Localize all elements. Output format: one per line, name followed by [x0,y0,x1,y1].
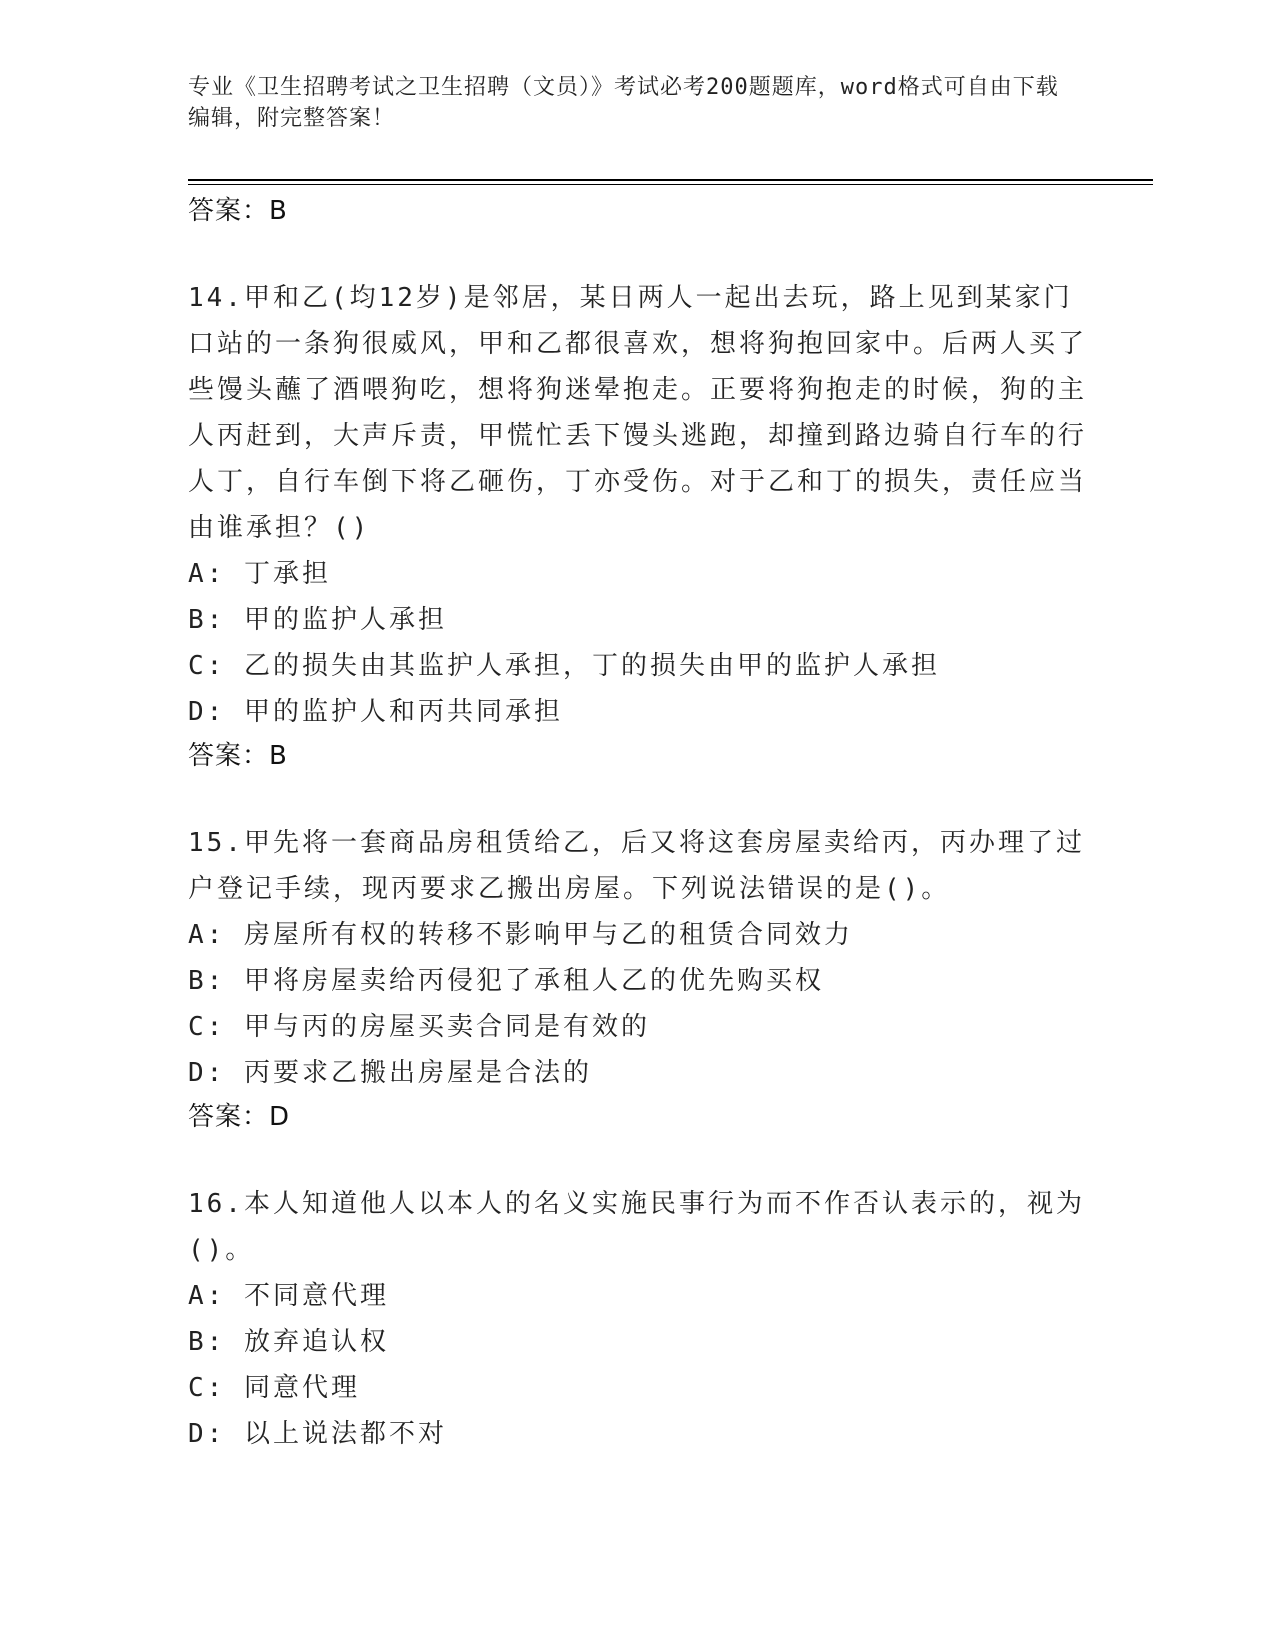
option-d: D: 丙要求乙搬出房屋是合法的 [188,1058,592,1088]
spacer [188,232,1088,275]
header-rule-thin [188,184,1153,185]
option-a: A: 丁承担 [188,559,331,589]
option-b: B: 放弃追认权 [188,1327,389,1357]
document-content [188,190,1088,1457]
option-d: D: 甲的监护人和丙共同承担 [188,697,563,727]
question-16 [188,1181,1088,1457]
option-a: A: 不同意代理 [188,1281,389,1311]
option-a: A: 房屋所有权的转移不影响甲与乙的租赁合同效力 [188,920,853,950]
option-c: C: 甲与丙的房屋买卖合同是有效的 [188,1012,650,1042]
option-c: C: 乙的损失由其监护人承担，丁的损失由甲的监护人承担 [188,651,940,681]
question-15 [188,820,1088,1138]
spacer [188,1138,1088,1181]
document-header: 专业《卫生招聘考试之卫生招聘（文员）》考试必考200题题库，word格式可自由下载编辑，附完整答案！ [188,75,1059,131]
question-text: 14.甲和乙(均12岁)是邻居，某日两人一起出去玩，路上见到某家门口站的一条狗很威风，甲和乙都很喜欢，想将狗抱回家中。后两人买了些馒头蘸了酒喂狗吃，想将狗迷晕抱走。正要将狗抱走的时候，狗的主人丙赶到，大声斥责，甲慌忙丢下馒头逃跑，却撞到路边骑自行车的行人丁，自行车倒下将乙砸伤，丁亦受伤。对于乙和丁的损失，责任应当由谁承担？() [188,283,1088,543]
option-c: C: 同意代理 [188,1373,360,1403]
question-14 [188,275,1088,777]
question-text: 15.甲先将一套商品房租赁给乙，后又将这套房屋卖给丙，丙办理了过户登记手续，现丙要求乙搬出房屋。下列说法错误的是()。 [188,828,1085,904]
answer-line: 答案：B [188,196,288,226]
header-rule-thick [188,179,1153,181]
answer-line: 答案：B [188,741,288,771]
question-text: 16.本人知道他人以本人的名义实施民事行为而不作否认表示的，视为()。 [188,1189,1085,1265]
spacer [188,777,1088,820]
option-b: B: 甲将房屋卖给丙侵犯了承租人乙的优先购买权 [188,966,824,996]
option-d: D: 以上说法都不对 [188,1419,447,1449]
answer-line: 答案：D [188,1102,291,1132]
option-b: B: 甲的监护人承担 [188,605,447,635]
